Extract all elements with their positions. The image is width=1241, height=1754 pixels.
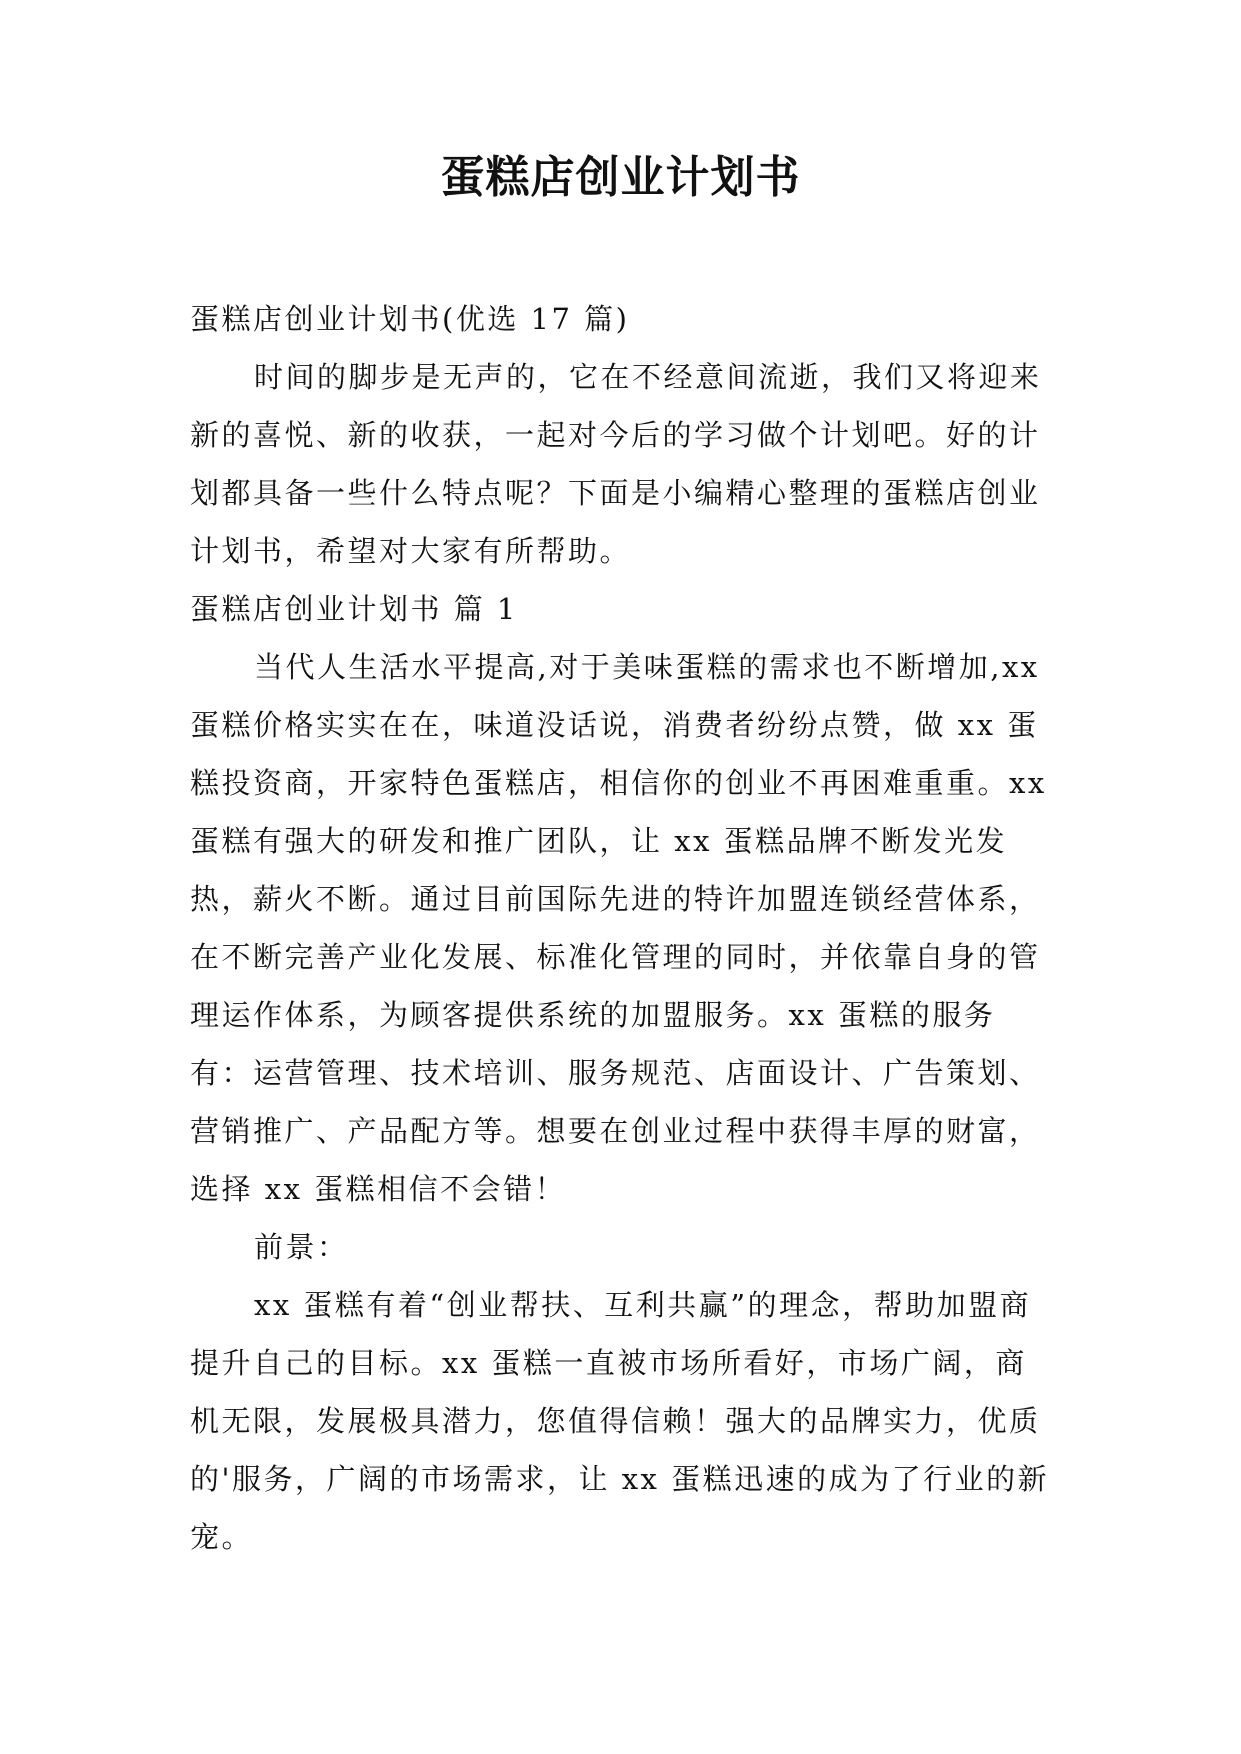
document-subtitle: 蛋糕店创业计划书(优选 17 篇) bbox=[190, 302, 630, 336]
prospects-paragraph: xx 蛋糕有着“创业帮扶、互利共赢”的理念，帮助加盟商提升自己的目标。xx 蛋糕一直被市场所看好，市场广阔，商机无限，发展极具潜力，您值得信赖！强大的品牌实力，优质的'服务，广阔的市场需求，让 xx 蛋糕迅速的成为了行业的新宠。 bbox=[190, 1288, 1050, 1554]
body-paragraph: 当代人生活水平提高,对于美味蛋糕的需求也不断增加,xx 蛋糕价格实实在在，味道没话说，消费者纷纷点赞，做 xx 蛋糕投资商，开家特色蛋糕店，相信你的创业不再困难重重。xx 蛋糕有强大的研发和推广团队，让 xx 蛋糕品牌不断发光发热，薪火不断。通过目前国际先进的特许加盟连锁经营体系，在不断完善产业化发展、标准化管理的同时，并依靠自身的管理运作体系，为顾客提供系统的加盟服务。xx 蛋糕的服务有：运营管理、技术培训、服务规范、店面设计、广告策划、营销推广、产品配方等。想要在创业过程中获得丰厚的财富，选择 xx 蛋糕相信不会错！ bbox=[190, 650, 1047, 1206]
intro-paragraph: 时间的脚步是无声的，它在不经意间流逝，我们又将迎来新的喜悦、新的收获，一起对今后的学习做个计划吧。好的计划都具备一些什么特点呢？下面是小编精心整理的蛋糕店创业计划书，希望对大家有所帮助。 bbox=[190, 360, 1042, 568]
document-body bbox=[190, 290, 1050, 1566]
prospects-label: 前景： bbox=[254, 1230, 349, 1264]
section-heading: 蛋糕店创业计划书 篇 1 bbox=[190, 592, 518, 626]
document-title: 蛋糕店创业计划书 bbox=[440, 152, 801, 203]
